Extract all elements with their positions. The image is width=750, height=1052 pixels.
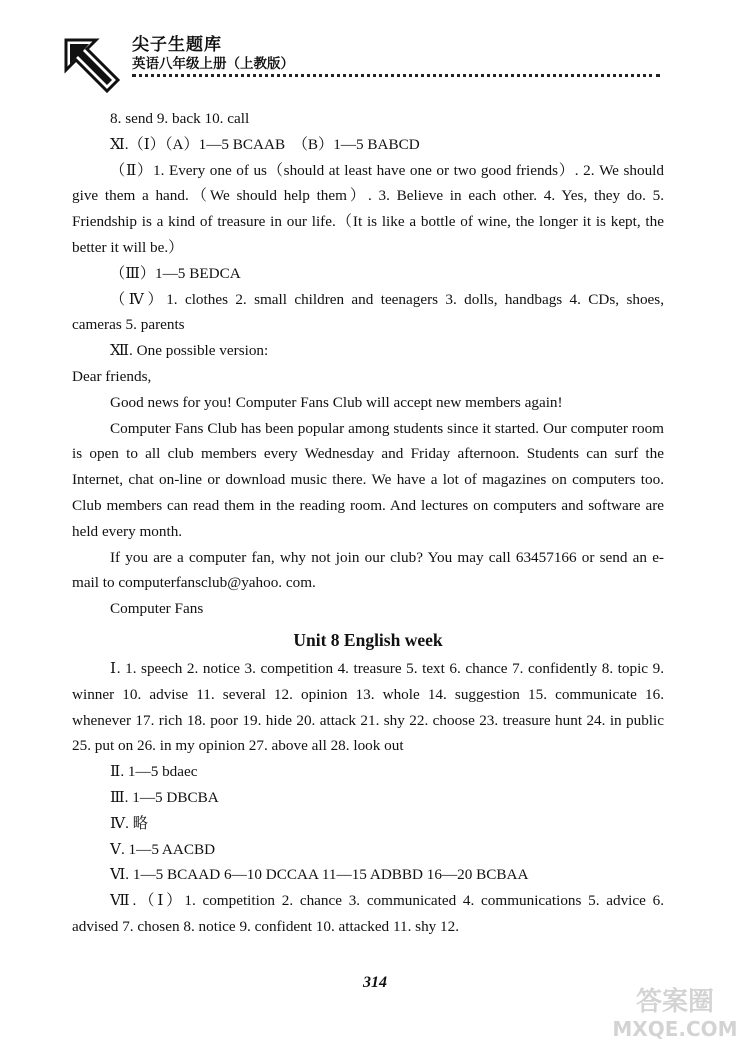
answer-line: Good news for you! Computer Fans Club will accept new members again! xyxy=(110,393,563,411)
watermark-line1: 答案圈 xyxy=(635,987,715,1017)
unit-title: Unit 8 English week xyxy=(293,629,443,650)
answer-content xyxy=(72,106,664,940)
answer-line: （Ⅲ）1—5 BEDCA xyxy=(110,264,241,282)
book-subtitle: 英语八年级上册（上教版） xyxy=(132,56,294,72)
page-header xyxy=(62,26,662,96)
header-divider xyxy=(132,74,660,77)
answer-line: Ⅶ.（Ⅰ）1. competition 2. chance 3. communicated 4. communications 5. advice 6. advised 7. chosen 8. notice 9. confident 10. attacked 11. shy 12. xyxy=(72,892,664,935)
answer-line: If you are a computer fan, why not join our club? You may call 63457166 or send an e-mail to computerfansclub@yahoo. com. xyxy=(72,548,664,592)
page-number: 314 xyxy=(363,974,387,991)
answer-line: Ⅱ. 1—5 bdaec xyxy=(110,763,198,781)
watermark-logo xyxy=(610,980,740,1042)
answer-line: Computer Fans Club has been popular among students since it started. Our computer room is open to all club members every Wednesday and Friday afternoon. Students can surf the Internet, chat on-line or download music there. We have a lot of magazines on computers too. Club members can read them in the reading room. And lectures on computers and software are held every month. xyxy=(72,419,664,540)
answer-line: （Ⅱ）1. Every one of us（should at least have one or two good friends）. 2. We should give them a hand.（We should help them）. 3. Believe in each other. 4. Yes, they do. 5. Friendship is a kind of treasure in our life.（It is like a bottle of wine, the longer it is kept, the better it will be.） xyxy=(72,161,664,256)
answer-line: Ⅴ. 1—5 AACBD xyxy=(110,840,216,858)
answer-line: Dear friends, xyxy=(72,367,152,385)
watermark-line2: MXQE.COM xyxy=(612,1017,738,1041)
answer-line: Ⅺ.（Ⅰ）（A）1—5 BCAAB （B）1—5 BABCD xyxy=(110,135,420,153)
answer-line: Ⅻ. One possible version: xyxy=(110,342,269,360)
answer-line: 8. send 9. back 10. call xyxy=(110,110,250,127)
answer-line: Ⅵ. 1—5 BCAAD 6—10 DCCAA 11—15 ADBBD 16—20 BCBAA xyxy=(110,866,529,884)
answer-line: Ⅲ. 1—5 DBCBA xyxy=(110,788,219,806)
arrow-logo-icon xyxy=(62,34,122,94)
answer-line: Ⅰ. 1. speech 2. notice 3. competition 4. treasure 5. text 6. chance 7. confidently 8. topic 9. winner 10. advise 11. several 12. opinion 13. whole 14. suggestion 15. communicate 16. whenever 17. rich 18. poor 19. hide 20. attack 21. shy 22. choose 23. treasure hunt 24. in public 25. put on 26. in my opinion 27. above all 28. look out xyxy=(72,659,664,755)
book-title: 尖子生题库 xyxy=(132,35,222,55)
answer-line: Computer Fans xyxy=(110,600,204,618)
answer-line: （Ⅳ）1. clothes 2. small children and teenagers 3. dolls, handbags 4. CDs, shoes, cameras 5. parents xyxy=(72,290,664,334)
answer-line: Ⅳ. 略 xyxy=(110,814,148,832)
